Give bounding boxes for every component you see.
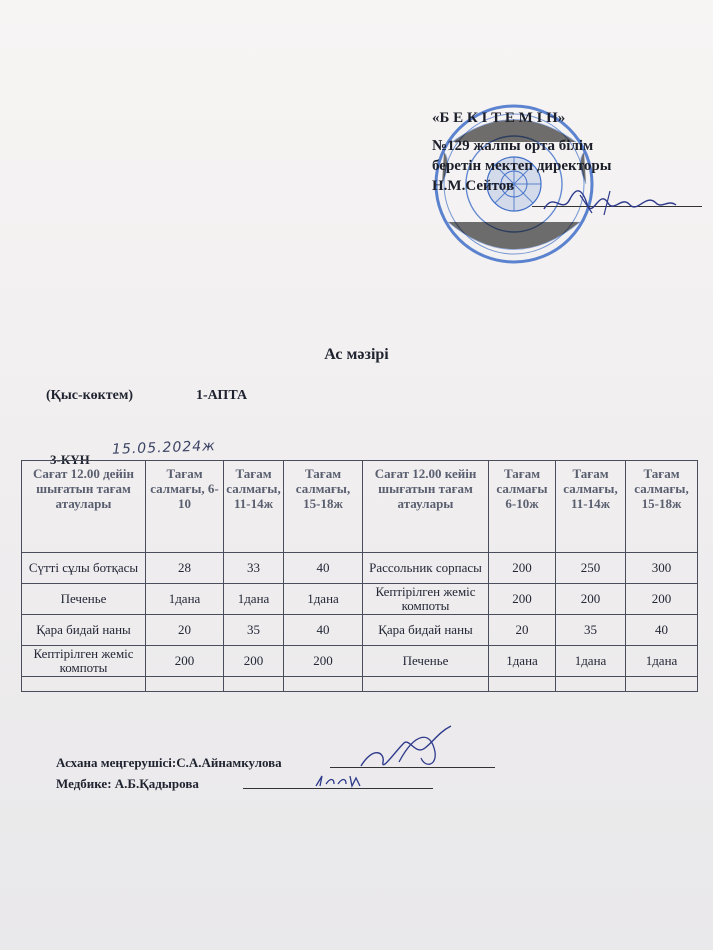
dish-name: Кептірілген жеміс компоты	[363, 584, 489, 615]
header-weight-6-10-after: Тағам салмағы 6-10ж	[489, 461, 556, 553]
day-label: 3-КҮН	[50, 452, 90, 467]
dish-weight: 35	[224, 615, 284, 646]
dish-name: Печенье	[22, 584, 146, 615]
header-before-noon-dishes: Сағат 12.00 дейін шығатын тағам атаулары	[22, 461, 146, 553]
dish-weight: 20	[146, 615, 224, 646]
dish-weight: 300	[626, 553, 698, 584]
dish-weight: 200	[224, 646, 284, 677]
dish-name: Сүтті сұлы ботқасы	[22, 553, 146, 584]
dish-weight: 1дана	[626, 646, 698, 677]
director-signature	[540, 185, 680, 221]
nurse-signature-line	[243, 788, 433, 789]
nurse-line: Медбике: А.Б.Қадырова	[56, 776, 199, 791]
dish-weight: 33	[224, 553, 284, 584]
table-row	[22, 584, 698, 615]
dish-weight: 35	[556, 615, 626, 646]
approval-school-line: №129 жалпы орта білім	[432, 138, 594, 154]
dish-name: Қара бидай наны	[22, 615, 146, 646]
header-weight-15-18-after: Тағам салмағы, 15-18ж	[626, 461, 698, 553]
header-after-noon-dishes: Сағат 12.00 кейін шығатын тағам атаулары	[363, 461, 489, 553]
dish-weight: 200	[556, 584, 626, 615]
dish-weight: 40	[284, 615, 363, 646]
header-weight-6-10: Тағам салмағы, 6-10	[146, 461, 224, 553]
header-weight-11-14-after: Тағам салмағы, 11-14ж	[556, 461, 626, 553]
dish-weight: 1дана	[284, 584, 363, 615]
dish-name: Кептірілген жеміс компоты	[22, 646, 146, 677]
dish-weight: 1дана	[224, 584, 284, 615]
season-label: (Қыс-көктем)	[46, 388, 134, 403]
dish-weight: 40	[284, 553, 363, 584]
dish-name: Печенье	[363, 646, 489, 677]
table-row	[22, 615, 698, 646]
empty-table-row	[22, 677, 698, 692]
approval-block	[432, 108, 702, 196]
approval-heading: «Б Е К І Т Е М І Н»	[432, 110, 566, 126]
dish-weight: 200	[284, 646, 363, 677]
header-weight-15-18: Тағам салмағы, 15-18ж	[284, 461, 363, 553]
dish-weight: 28	[146, 553, 224, 584]
approval-position-line: беретін мектеп директоры	[432, 158, 612, 174]
cook-manager-line: Асхана меңгерушісі:С.А.Айнамкулова	[56, 755, 282, 770]
dish-weight: 20	[489, 615, 556, 646]
dish-weight: 40	[626, 615, 698, 646]
table-header-row	[22, 461, 698, 553]
approval-director-name: Н.М.Сейтов	[432, 178, 515, 194]
dish-weight: 250	[556, 553, 626, 584]
week-label: 1-АПТА	[196, 388, 248, 403]
dish-name: Қара бидай наны	[363, 615, 489, 646]
menu-table	[21, 460, 698, 692]
dish-weight: 200	[489, 553, 556, 584]
dish-name: Рассольник сорпасы	[363, 553, 489, 584]
dish-weight: 1дана	[489, 646, 556, 677]
page-title: Ас мәзірі	[324, 346, 389, 363]
dish-weight: 200	[489, 584, 556, 615]
table-row	[22, 646, 698, 677]
dish-weight: 1дана	[146, 584, 224, 615]
header-weight-11-14: Тағам салмағы, 11-14ж	[224, 461, 284, 553]
dish-weight: 200	[626, 584, 698, 615]
dish-weight: 200	[146, 646, 224, 677]
dish-weight: 1дана	[556, 646, 626, 677]
handwritten-date: 15.05.2024ж	[111, 438, 217, 458]
cook-signature-line	[330, 767, 495, 768]
table-row	[22, 553, 698, 584]
